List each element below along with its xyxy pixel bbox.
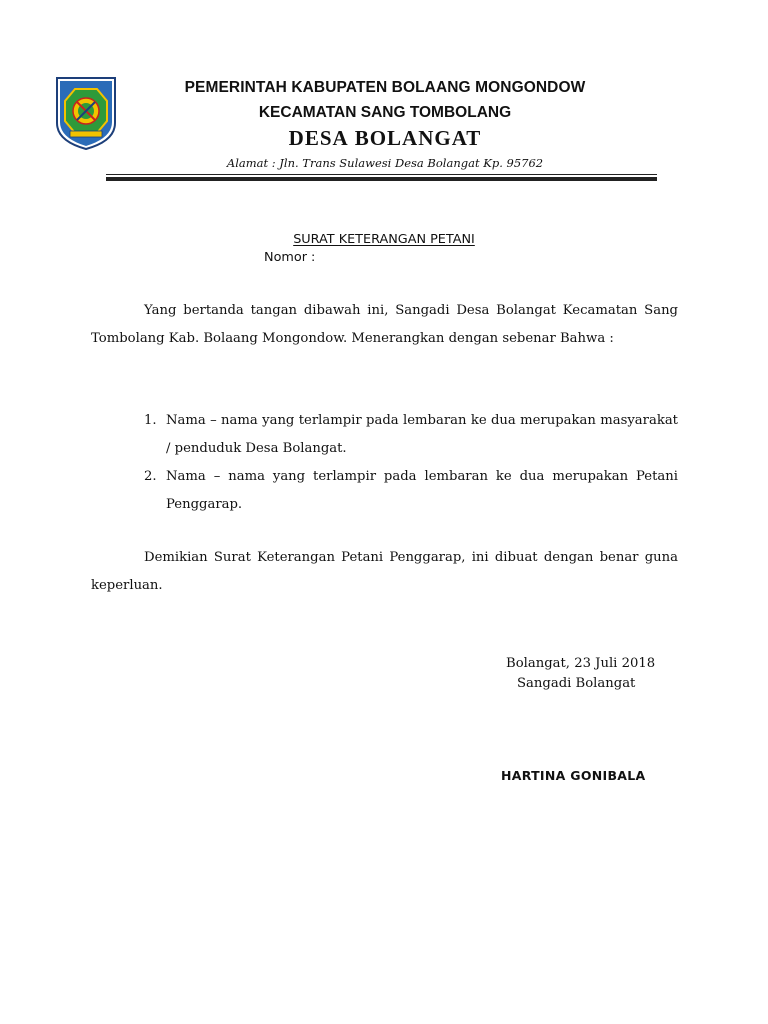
letterhead-district-line: KECAMATAN SANG TOMBOLANG — [258, 104, 512, 121]
letterhead-divider-thick — [106, 177, 657, 181]
list-item-text: Nama – nama yang terlampir pada lembaran ke dua merupakan Petani Penggarap. — [166, 469, 678, 512]
letterhead-village-word-1: DESA — [288, 126, 349, 150]
list-item — [91, 463, 678, 519]
list-item-number: 1. — [144, 413, 157, 428]
list-item-number: 2. — [144, 469, 157, 484]
letterhead-village-word-2: BOLANGAT — [354, 126, 482, 150]
list-item-text: Nama – nama yang terlampir pada lembaran ke dua merupakan masyarakat / penduduk Desa Bolangat. — [166, 413, 678, 456]
list-item — [91, 407, 678, 463]
letter-title-text: SURAT KETERANGAN PETANI — [293, 232, 475, 247]
letterhead-divider-thin — [106, 174, 657, 175]
opening-paragraph: Yang bertanda tangan dibawah ini, Sangadi Desa Bolangat Kecamatan Sang Tombolang Kab. Bolaang Mongondow. Menerangkan dengan sebenar Bahwa : — [91, 303, 678, 346]
closing-paragraph: Demikian Surat Keterangan Petani Penggarap, ini dibuat dengan benar guna keperluan. — [91, 550, 678, 593]
letterhead-village-line — [120, 126, 650, 151]
signature-place-date: Bolangat, 23 Juli 2018 — [506, 656, 656, 671]
letterhead-address: Alamat : Jln. Trans Sulawesi Desa Bolangat Kp. 95762 — [226, 156, 544, 170]
statement-list — [91, 407, 678, 519]
letter-title — [0, 232, 768, 247]
letterhead-government-line: PEMERINTAH KABUPATEN BOLAANG MONGONDOW — [184, 79, 586, 96]
letter-number-label: Nomor : — [264, 250, 316, 265]
signature-position: Sangadi Bolangat — [517, 676, 636, 691]
signer-name: HARTINA GONIBALA — [501, 768, 646, 783]
regency-emblem-icon — [55, 75, 117, 151]
